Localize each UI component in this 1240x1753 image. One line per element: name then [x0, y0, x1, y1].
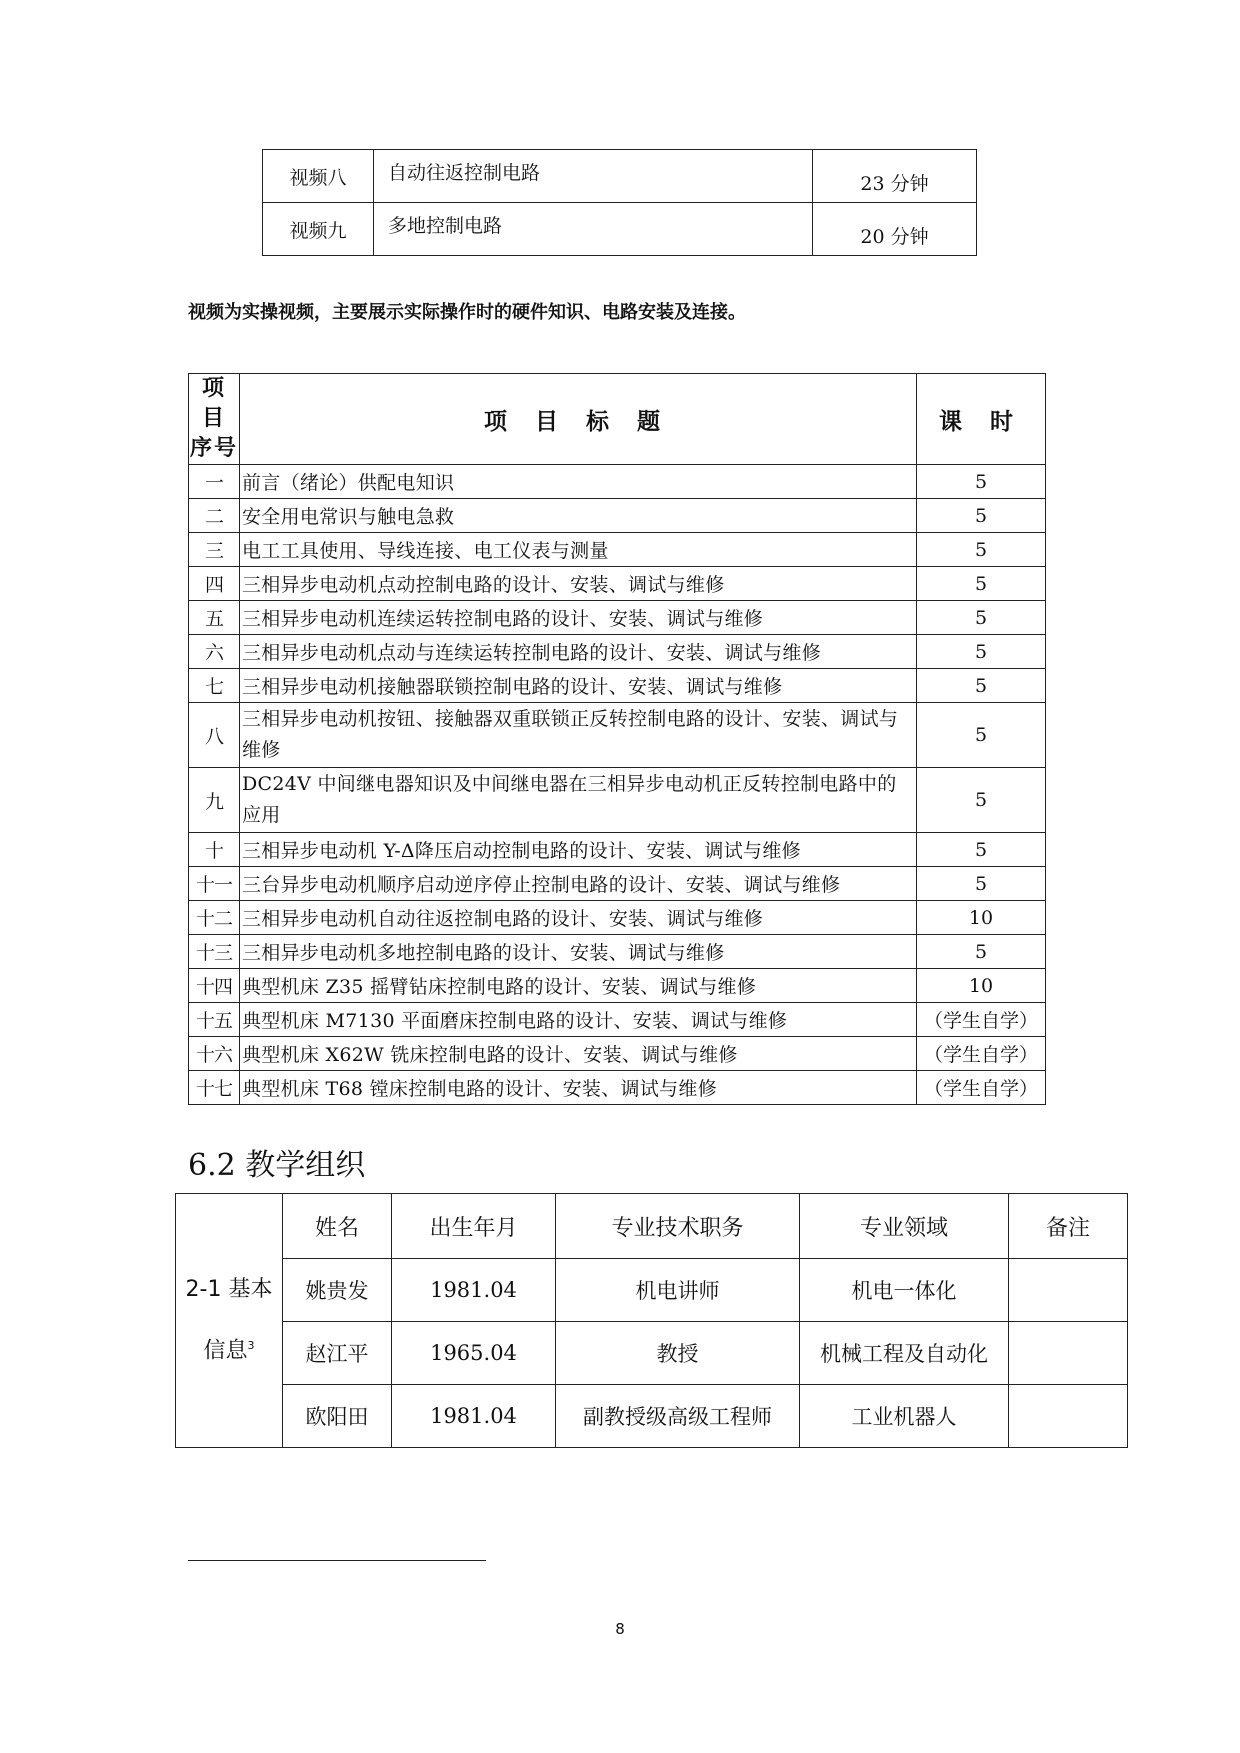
project-no: 十五: [189, 1003, 240, 1037]
project-no: 十: [189, 833, 240, 867]
staff-birth: 1981.04: [392, 1385, 556, 1448]
video-title: 多地控制电路: [374, 203, 813, 256]
staff-name: 欧阳田: [283, 1385, 392, 1448]
project-title: 典型机床 X62W 铣床控制电路的设计、安装、调试与维修: [240, 1037, 917, 1071]
project-hours: 10: [917, 901, 1046, 935]
project-no: 二: [189, 499, 240, 533]
project-title: 三相异步电动机按钮、接触器双重联锁正反转控制电路的设计、安装、调试与维修: [240, 703, 917, 768]
table-row: [189, 969, 1046, 1003]
table-row: [189, 833, 1046, 867]
project-title: 电工工具使用、导线连接、电工仪表与测量: [240, 533, 917, 567]
table-row: [189, 1037, 1046, 1071]
project-hours: 5: [917, 867, 1046, 901]
video-note: 视频为实操视频，主要展示实际操作时的硬件知识、电路安装及连接。: [188, 302, 746, 323]
project-hours: 5: [917, 465, 1046, 499]
project-hours: 10: [917, 969, 1046, 1003]
header-title: 专业技术职务: [556, 1194, 800, 1259]
project-title: 三台异步电动机顺序启动逆序停止控制电路的设计、安装、调试与维修: [240, 867, 917, 901]
table-row: [189, 768, 1046, 833]
project-no: 四: [189, 567, 240, 601]
staff-note: [1009, 1259, 1128, 1322]
project-no: 八: [189, 703, 240, 768]
staff-field: 机械工程及自动化: [800, 1322, 1009, 1385]
table-row: [189, 567, 1046, 601]
video-duration: 23 分钟: [813, 150, 977, 203]
header-project-no: 项 目 序号: [189, 374, 240, 465]
video-id: 视频九: [263, 203, 374, 256]
project-hours: 5: [917, 833, 1046, 867]
table-header-row: [176, 1194, 1128, 1259]
staff-table: [175, 1193, 1128, 1448]
staff-field: 机电一体化: [800, 1259, 1009, 1322]
footnote-mark: 3: [247, 1338, 255, 1352]
project-title: 典型机床 T68 镗床控制电路的设计、安装、调试与维修: [240, 1071, 917, 1105]
video-id: 视频八: [263, 150, 374, 203]
project-hours: （学生自学）: [917, 1003, 1046, 1037]
video-duration: 20 分钟: [813, 203, 977, 256]
staff-title: 教授: [556, 1322, 800, 1385]
header-birth: 出生年月: [392, 1194, 556, 1259]
project-title: 三相异步电动机 Y-Δ降压启动控制电路的设计、安装、调试与维修: [240, 833, 917, 867]
table-row: [176, 1385, 1128, 1448]
project-no: 一: [189, 465, 240, 499]
table-row: [189, 703, 1046, 768]
project-hours: 5: [917, 533, 1046, 567]
project-title: 典型机床 Z35 摇臂钻床控制电路的设计、安装、调试与维修: [240, 969, 917, 1003]
project-no: 十六: [189, 1037, 240, 1071]
project-no: 九: [189, 768, 240, 833]
table-row: [189, 1071, 1046, 1105]
project-hours: 5: [917, 567, 1046, 601]
project-title: 三相异步电动机自动往返控制电路的设计、安装、调试与维修: [240, 901, 917, 935]
project-no: 十一: [189, 867, 240, 901]
section-heading: 6.2 教学组织: [188, 1148, 366, 1183]
project-title: 三相异步电动机点动与连续运转控制电路的设计、安装、调试与维修: [240, 635, 917, 669]
page-number: 8: [615, 1620, 625, 1638]
staff-field: 工业机器人: [800, 1385, 1009, 1448]
table-row: [189, 867, 1046, 901]
project-title: 安全用电常识与触电急救: [240, 499, 917, 533]
project-no: 十七: [189, 1071, 240, 1105]
staff-birth: 1981.04: [392, 1259, 556, 1322]
table-row: [189, 499, 1046, 533]
project-hours: （学生自学）: [917, 1071, 1046, 1105]
staff-name: 赵江平: [283, 1322, 392, 1385]
project-no: 十四: [189, 969, 240, 1003]
project-hours: 5: [917, 768, 1046, 833]
video-title: 自动往返控制电路: [374, 150, 813, 203]
table-header-row: [189, 374, 1046, 465]
project-title: 三相异步电动机连续运转控制电路的设计、安装、调试与维修: [240, 601, 917, 635]
project-title: 三相异步电动机多地控制电路的设计、安装、调试与维修: [240, 935, 917, 969]
footnote-divider: [188, 1560, 486, 1561]
project-hours: 5: [917, 935, 1046, 969]
table-row: [189, 1003, 1046, 1037]
header-hours: 课 时: [917, 374, 1046, 465]
table-row: [263, 150, 977, 203]
project-hours: 5: [917, 703, 1046, 768]
project-title: 前言（绪论）供配电知识: [240, 465, 917, 499]
header-name: 姓名: [283, 1194, 392, 1259]
staff-title: 机电讲师: [556, 1259, 800, 1322]
header-note: 备注: [1009, 1194, 1128, 1259]
staff-note: [1009, 1322, 1128, 1385]
project-hours: 5: [917, 499, 1046, 533]
table-row: [189, 601, 1046, 635]
table-row: [189, 901, 1046, 935]
project-hours: 5: [917, 669, 1046, 703]
table-row: [176, 1259, 1128, 1322]
table-row: [189, 533, 1046, 567]
project-title: DC24V 中间继电器知识及中间继电器在三相异步电动机正反转控制电路中的应用: [240, 768, 917, 833]
basic-info-label-line1: 2-1 基本: [185, 1276, 273, 1302]
table-row: [176, 1322, 1128, 1385]
staff-note: [1009, 1385, 1128, 1448]
project-title: 典型机床 M7130 平面磨床控制电路的设计、安装、调试与维修: [240, 1003, 917, 1037]
staff-name: 姚贵发: [283, 1259, 392, 1322]
basic-info-label-line2: 信息: [203, 1338, 248, 1364]
staff-birth: 1965.04: [392, 1322, 556, 1385]
table-row: [189, 669, 1046, 703]
table-row: [263, 203, 977, 256]
project-hours: 5: [917, 601, 1046, 635]
video-table: [262, 149, 977, 256]
table-row: [189, 635, 1046, 669]
project-no: 七: [189, 669, 240, 703]
project-no: 六: [189, 635, 240, 669]
project-table: [188, 373, 1046, 1105]
staff-title: 副教授级高级工程师: [556, 1385, 800, 1448]
project-no: 三: [189, 533, 240, 567]
table-row: [189, 935, 1046, 969]
project-no: 十二: [189, 901, 240, 935]
basic-info-label: [176, 1194, 283, 1448]
header-project-title: 项 目 标 题: [240, 374, 917, 465]
project-hours: （学生自学）: [917, 1037, 1046, 1071]
table-row: [189, 465, 1046, 499]
project-no: 五: [189, 601, 240, 635]
project-hours: 5: [917, 635, 1046, 669]
header-field: 专业领域: [800, 1194, 1009, 1259]
project-title: 三相异步电动机点动控制电路的设计、安装、调试与维修: [240, 567, 917, 601]
project-title: 三相异步电动机接触器联锁控制电路的设计、安装、调试与维修: [240, 669, 917, 703]
project-no: 十三: [189, 935, 240, 969]
